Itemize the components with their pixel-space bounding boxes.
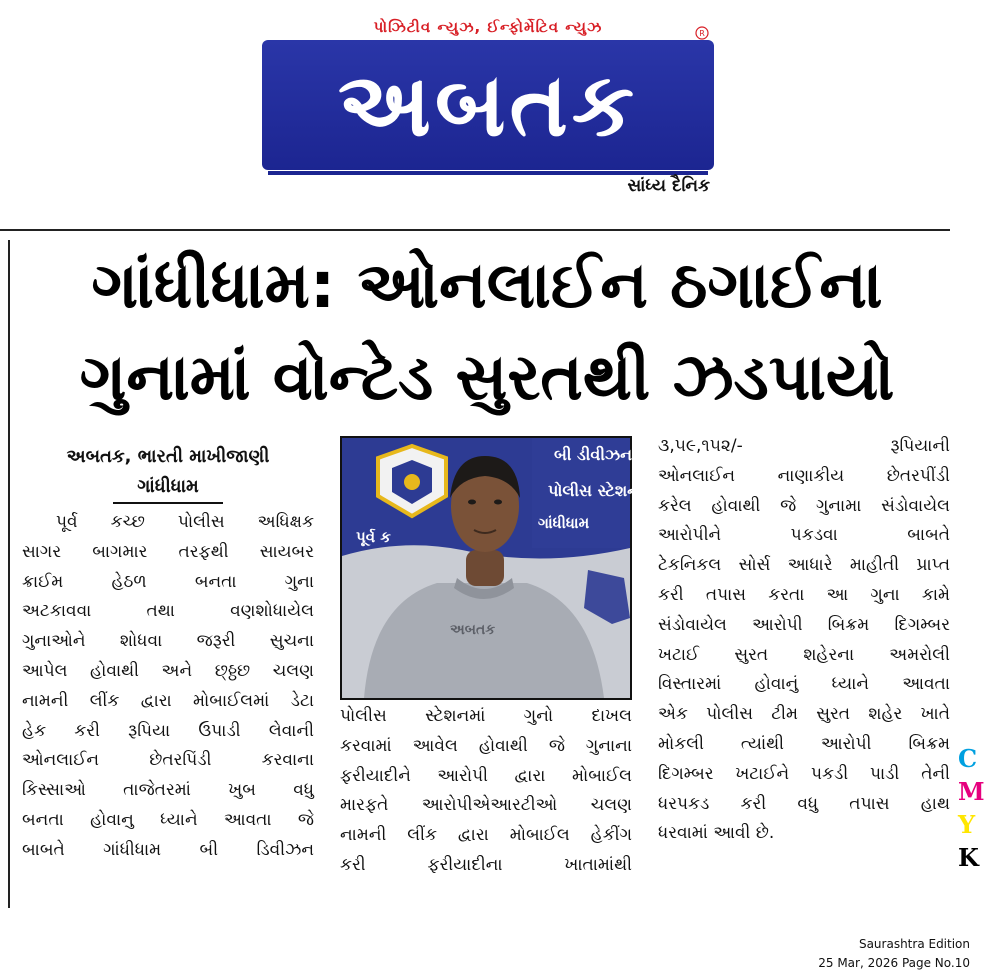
article-line: એક પોલીસ ટીમ સુરત શહેર ખાતે xyxy=(658,704,950,725)
shirt-print-text: અબતક xyxy=(450,622,496,638)
article-line: ખટાઈ સુરત શહેરના અમરોલી xyxy=(658,644,950,665)
byline-place: ગાંધીધામ xyxy=(113,472,223,504)
article-line: દિગમ્બર ખટાઈને પકડી પાડી તેની xyxy=(658,763,950,784)
cmyk-y: Y xyxy=(958,810,976,839)
article-line: ધરપકડ કરી વધુ તપાસ હાથ xyxy=(658,793,950,814)
article-line: પોલીસ સ્ટેશનમાં ગુનો દાખલ xyxy=(340,706,632,726)
article-line: કરી તપાસ કરતા આ ગુના કામે xyxy=(658,584,950,605)
article-line: પૂર્વ કચ્છ પોલીસ અધિક્ષક xyxy=(56,512,314,532)
article-line: નામની લીંક દ્વારા મોબાઈલ હેકીંગ xyxy=(340,825,632,846)
article-line: ક્રાઈમ હેઠળ બનતા ગુના xyxy=(22,571,314,592)
masthead xyxy=(0,0,978,230)
article-line: નામની લીંક દ્વારા મોબાઈલમાં ડેટા xyxy=(22,690,314,711)
newspaper-logo[interactable]: અબતક xyxy=(262,40,714,170)
article-line: કિસ્સાઓ તાજેતરમાં ખુબ વધુ xyxy=(22,780,314,801)
cmyk-k: K xyxy=(958,843,979,872)
cmyk-c: C xyxy=(958,744,978,773)
article-line: મારફતે આરોપીએઆરટીઓ ચલણ xyxy=(340,795,632,816)
article-line: ધરવામાં આવી છે. xyxy=(658,823,775,844)
article-line: ટેકનિકલ સોર્સ આધારે માહીતી પ્રાપ્ત xyxy=(658,555,950,576)
article-headline xyxy=(22,240,952,430)
article-line: ૩,૫૯,૧૫૨/- રૂપિયાની xyxy=(658,436,950,456)
article-line: અટકાવવા તથા વણશોધાયેલ xyxy=(22,601,314,622)
article-line: સંડોવાયેલ આરોપી બિક્રમ દિગમ્બર xyxy=(658,614,950,635)
masthead-divider xyxy=(0,229,950,231)
article-line: ફરીયાદીને આરોપી દ્વારા મોબાઈલ xyxy=(340,765,632,786)
registered-mark-text: R xyxy=(699,29,705,38)
article-line: કરવામાં આવેલ હોવાથી જે ગુનાના xyxy=(340,735,632,756)
article-line: ગુનાઓને શોધવા જરૂરી સુચના xyxy=(22,631,314,652)
article-line: આપેલ હોવાથી અને છ્ઠ્ઠછ ચલણ xyxy=(22,660,314,681)
date-page-label: 25 Mar, 2026 Page No.10 xyxy=(818,956,970,970)
sign-text-1: બી ડીવીઝન xyxy=(554,445,633,464)
article-line: સાગર બાગમાર તરફથી સાયબર xyxy=(22,541,314,562)
article-line: મોકલી ત્યાંથી આરોપી બિક્રમ xyxy=(658,733,950,754)
article-line: આરોપીને પકડવા બાબતે xyxy=(658,525,950,546)
article-line: બાબતે ગાંધીધામ બી ડિવીઝન xyxy=(22,839,314,860)
headline-line-1: ગાંધીધામ: ઓનલાઈન ઠગાઈના xyxy=(91,249,883,323)
photo-illustration xyxy=(342,438,640,698)
logo-underline xyxy=(268,171,708,175)
left-column-rule xyxy=(8,240,10,908)
article-line: હેક કરી રૂપિયા ઉપાડી લેવાની xyxy=(22,720,314,741)
registered-trademark-icon xyxy=(695,26,709,40)
sign-text-4: પૂર્વ ક xyxy=(356,528,391,546)
article-column-3 xyxy=(658,432,950,849)
byline-name: અબતક, ભારતી માખીજાણી xyxy=(66,446,270,467)
cmyk-print-marks xyxy=(958,742,985,874)
edition-label: Saurashtra Edition xyxy=(858,937,970,951)
article-line: ઓનલાઈન છેતરપિંડી કરવાના xyxy=(22,750,314,771)
article-line: કરેલ હોવાથી જે ગુનામા સંડોવાયેલ xyxy=(658,495,950,516)
masthead-tagline: પોઝિટીવ ન્યુઝ, ઈન્ફોર્મેટિવ ન્યુઝ xyxy=(373,18,603,36)
cmyk-m: M xyxy=(958,777,985,806)
article-line: વિસ્તારમાં હોવાનું ધ્યાને આવતા xyxy=(658,674,950,695)
article-line: ઓનલાઈન નાણાકીય છેતરપીંડી xyxy=(658,465,950,486)
sign-text-3: ગાંધીધામ xyxy=(538,514,590,532)
article-column-1 xyxy=(22,442,314,866)
sign-text-2: પોલીસ સ્ટેશન xyxy=(548,481,640,500)
headline-line-2: ગુનામાં વોન્ટેડ સુરતથી ઝડપાયો xyxy=(79,341,895,415)
accused-photo[interactable] xyxy=(340,436,640,700)
page-footer xyxy=(720,935,970,973)
article-column-2 xyxy=(340,702,632,881)
article-line: કરી ફરીયાદીના ખાતામાંથી xyxy=(340,854,632,875)
masthead-subtitle: સાંધ્ય દૈનિક xyxy=(627,176,710,196)
article-line: બનતા હોવાનુ ધ્યાને આવતા જે xyxy=(22,809,314,830)
